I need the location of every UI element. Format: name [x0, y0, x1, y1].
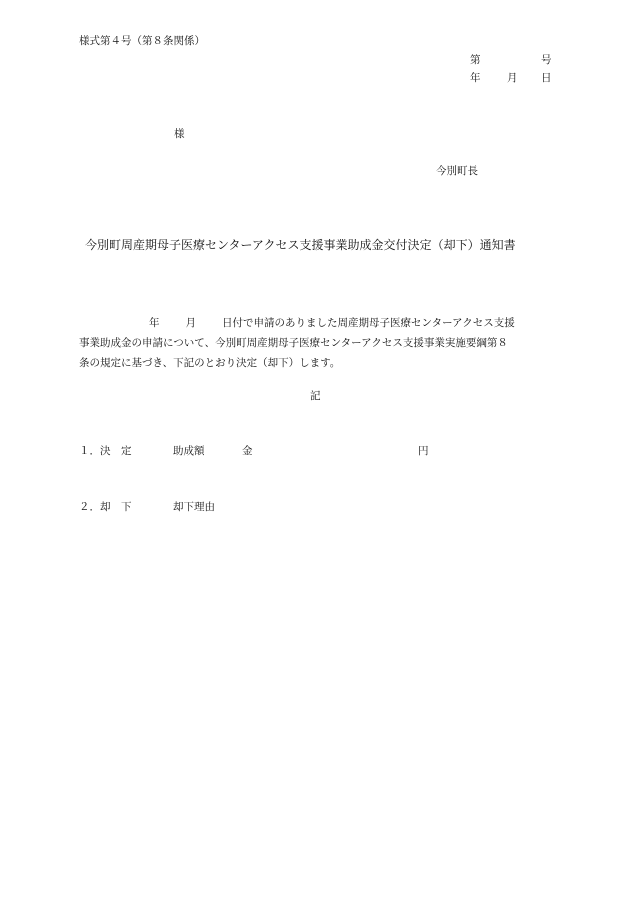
doc-number-prefix: 第	[470, 54, 481, 66]
item-1-suffix: 円	[418, 445, 429, 457]
body-line-1	[79, 313, 559, 333]
document-title: 今別町周産期母子医療センターアクセス支援事業助成金交付決定（却下）通知書	[85, 238, 516, 252]
sender-name: 今別町長	[436, 165, 478, 177]
item-2-number: ２．却 下	[79, 501, 132, 513]
date-year: 年	[470, 72, 481, 84]
form-number: 様式第４号（第８条関係）	[79, 35, 205, 47]
note-heading: 記	[310, 390, 321, 402]
date-month: 月	[507, 72, 518, 84]
item-1-number: １．決 定	[79, 445, 132, 457]
addressee-honorific: 様	[174, 128, 185, 140]
body-paragraph	[79, 313, 559, 373]
item-2-label: 却下理由	[173, 501, 215, 513]
body-line-2: 事業助成金の申請について、今別町周産期母子医療センターアクセス支援事業実施要綱第８	[79, 337, 508, 349]
body-month: 月	[185, 317, 196, 329]
item-1-label: 助成額	[173, 445, 205, 457]
doc-number-suffix: 号	[541, 54, 552, 66]
body-year: 年	[149, 317, 160, 329]
body-date-text: 日付で申請のありました周産期母子医療センターアクセス支援	[222, 317, 515, 329]
date-day: 日	[541, 72, 552, 84]
item-1-prefix: 金	[242, 445, 253, 457]
body-line-3: 条の規定に基づき、下記のとおり決定（却下）します。	[79, 357, 341, 369]
